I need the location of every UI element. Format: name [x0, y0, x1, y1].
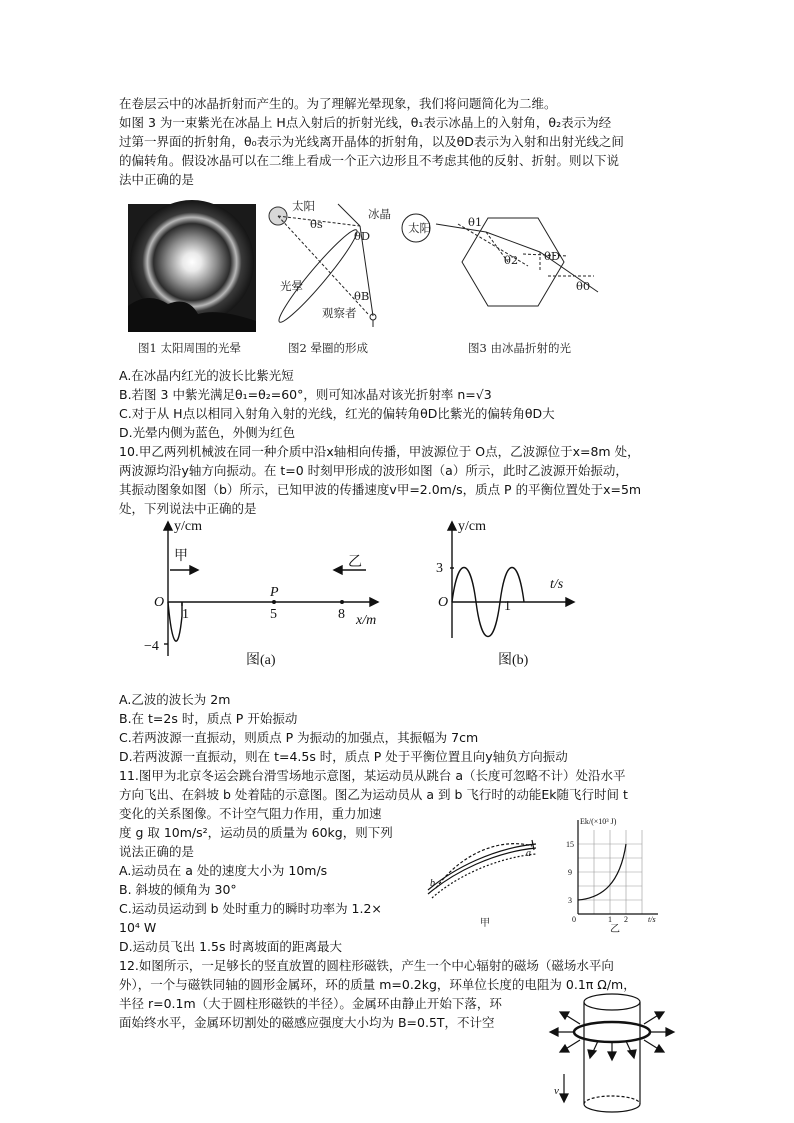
ek-xtick-2: 2: [624, 915, 628, 924]
tick-a-neg4: −4: [144, 639, 159, 654]
q11-line-5: 说法正确的是: [119, 844, 195, 859]
q11-line-3: 变化的关系图像。不计空气阻力作用，重力加速: [119, 806, 382, 821]
label-sun: 太阳: [292, 199, 315, 213]
halo-photo: [128, 200, 256, 332]
wave-graph-a: [138, 516, 398, 676]
intro-line-4: 的偏转角。假设冰晶可以在二维上看成一个正六边形且不考虑其他的反射、折射。则以下说: [119, 153, 620, 168]
caption-fig1: 图1 太阳周围的光晕: [138, 341, 241, 355]
tick-a-1: 1: [182, 607, 189, 622]
label-td: θD: [544, 249, 561, 263]
magnet-top: [584, 994, 640, 1010]
q9-option-b: B.若图 3 中紫光满足θ₁=θ₂=60°，则可知冰晶对该光折射率 n=√3: [119, 387, 492, 402]
ek-ylabel: Ek/(×10³ J): [580, 817, 617, 826]
label-theta-d: θD: [354, 229, 371, 243]
q10-option-c: C.若两波源一直振动，则质点 P 为振动的加强点，其振幅为 7cm: [119, 730, 479, 745]
q11-line-2: 方向飞出、在斜坡 b 处着陆的示意图。图乙为运动员从 a 到 b 飞行时的动能Ek随飞行时间 t: [119, 787, 628, 802]
ski-label-a: a: [526, 848, 531, 859]
origin-b: O: [438, 595, 449, 610]
q12-line-4: 面始终水平，金属环切割处的磁感应强度大小均为 B=0.5T，不计空: [119, 1015, 495, 1030]
q10-line-3: 其振动图象如图（b）所示，已知甲波的传播速度v甲=2.0m/s，质点 P 的平衡位置处于x=5m: [119, 482, 642, 497]
q10-line-1: 10.甲乙两列机械波在同一种介质中沿x轴相向传播，甲波源位于 O点，乙波源位于x=8m 处，: [119, 444, 640, 459]
q9-option-c: C.对于从 H点以相同入射角入射的光线，红光的偏转角θD比紫光的偏转角θD大: [119, 406, 555, 421]
label-jia: 甲: [174, 549, 188, 564]
label-p: P: [270, 585, 279, 600]
ylabel-b: y/cm: [458, 519, 486, 534]
label-theta-b: θB: [354, 289, 370, 303]
wave-a-curve: [168, 602, 182, 641]
halo-figure: [128, 196, 608, 362]
q11-line-1: 11.图甲为北京冬运会跳台滑雪场地示意图，某运动员从跳台 a（长度可忽略不计）处沿水平: [119, 768, 626, 783]
caption-fig2: 图2 晕圈的形成: [288, 341, 368, 355]
tick-a-5: 5: [270, 607, 277, 622]
q10-option-a: A.乙波的波长为 2m: [119, 692, 231, 707]
q10-line-4: 处，下列说法中正确的是: [119, 501, 257, 516]
q11-option-a: A.运动员在 a 处的速度大小为 10m/s: [119, 863, 328, 878]
q10-line-2: 两波源均沿y轴方向振动。在 t=0 时刻甲形成的波形如图（a）所示，此时乙波源开始振动，: [119, 463, 628, 478]
ek-xtick-0: 0: [572, 915, 576, 924]
xlabel-a: x/m: [356, 613, 377, 628]
label-halo: 光晕: [280, 279, 303, 293]
ski-label-b: b: [430, 878, 435, 889]
magnet-figure: [540, 990, 680, 1118]
label-t1: θ1: [468, 215, 483, 229]
intro-line-1: 在卷层云中的冰晶折射而产生的。为了理解光晕现象，我们将问题简化为二维。: [119, 96, 557, 111]
tick-a-8: 8: [338, 607, 345, 622]
label-sun-3: 太阳: [408, 221, 431, 235]
q9-option-a: A.在冰晶内红光的波长比紫光短: [119, 368, 294, 383]
caption-a: 图(a): [246, 653, 276, 668]
velocity-label: v: [554, 1085, 559, 1097]
point-8: [340, 600, 344, 604]
ski-caption: 甲: [480, 918, 490, 929]
q11-option-d: D.运动员飞出 1.5s 时离坡面的距离最大: [119, 939, 342, 954]
q9-option-d: D.光晕内侧为蓝色，外侧为红色: [119, 425, 296, 440]
ylabel-a: y/cm: [174, 519, 202, 534]
ek-caption: 乙: [610, 924, 620, 935]
label-observer: 观察者: [322, 306, 357, 320]
point-p: [272, 600, 276, 604]
intro-line-3: 过第一界面的折射角，θ₀表示为光线离开晶体的折射角，以及θD表示为入射和出射光线之间: [119, 134, 624, 149]
tick-b-1: 1: [504, 599, 511, 614]
xlabel-b: t/s: [550, 577, 564, 592]
metal-ring: [574, 1022, 650, 1042]
q10-option-d: D.若两波源一直振动，则在 t=4.5s 时，质点 P 处于平衡位置且向y轴负方向振动: [119, 749, 568, 764]
label-crystal: 冰晶: [368, 207, 391, 221]
ek-ytick-9: 9: [568, 868, 572, 877]
ek-graph: [562, 814, 672, 935]
q11-option-b: B. 斜坡的倾角为 30°: [119, 882, 237, 897]
label-t0: θ0: [576, 279, 591, 293]
intro-line-2: 如图 3 为一束紫光在冰晶上 H点入射后的折射光线，θ₁表示冰晶上的入射角，θ₂表示为经: [119, 115, 612, 130]
origin-a: O: [154, 595, 165, 610]
caption-fig3: 图3 由冰晶折射的光: [468, 341, 571, 355]
q12-line-1: 12.如图所示，一足够长的竖直放置的圆柱形磁铁，产生一个中心辐射的磁场（磁场水平向: [119, 958, 614, 973]
ek-xlabel: t/s: [648, 915, 656, 924]
q12-line-3: 半径 r=0.1m（大于圆柱形磁铁的半径）。金属环由静止开始下落，环: [119, 996, 502, 1011]
q11-option-c: C.运动员运动到 b 处时重力的瞬时功率为 1.2×: [119, 901, 382, 916]
ek-ytick-15: 15: [566, 840, 574, 849]
label-theta-s: θs: [310, 217, 323, 231]
q11-line-4: 度 g 取 10m/s²，运动员的质量为 60kg，则下列: [119, 825, 393, 840]
q12-line-2: 外），一个与磁铁同轴的圆形金属环，环的质量 m=0.2kg，环单位长度的电阻为 0.1π Ω/m，: [119, 977, 636, 992]
q10-option-b: B.在 t=2s 时，质点 P 开始振动: [119, 711, 298, 726]
intro-line-5: 法中正确的是: [119, 172, 195, 187]
tick-b-3: 3: [436, 561, 443, 576]
ek-xtick-1: 1: [608, 915, 612, 924]
ice-crystal-diagram: [402, 214, 598, 306]
ek-ytick-3: 3: [568, 896, 572, 905]
caption-b: 图(b): [498, 653, 529, 668]
vibration-graph-b: [432, 516, 592, 676]
ski-slope-figure: [424, 828, 544, 934]
q11-option-c-cont: 10⁴ W: [119, 920, 157, 935]
label-t2: θ2: [504, 253, 519, 267]
label-yi: 乙: [348, 555, 362, 570]
